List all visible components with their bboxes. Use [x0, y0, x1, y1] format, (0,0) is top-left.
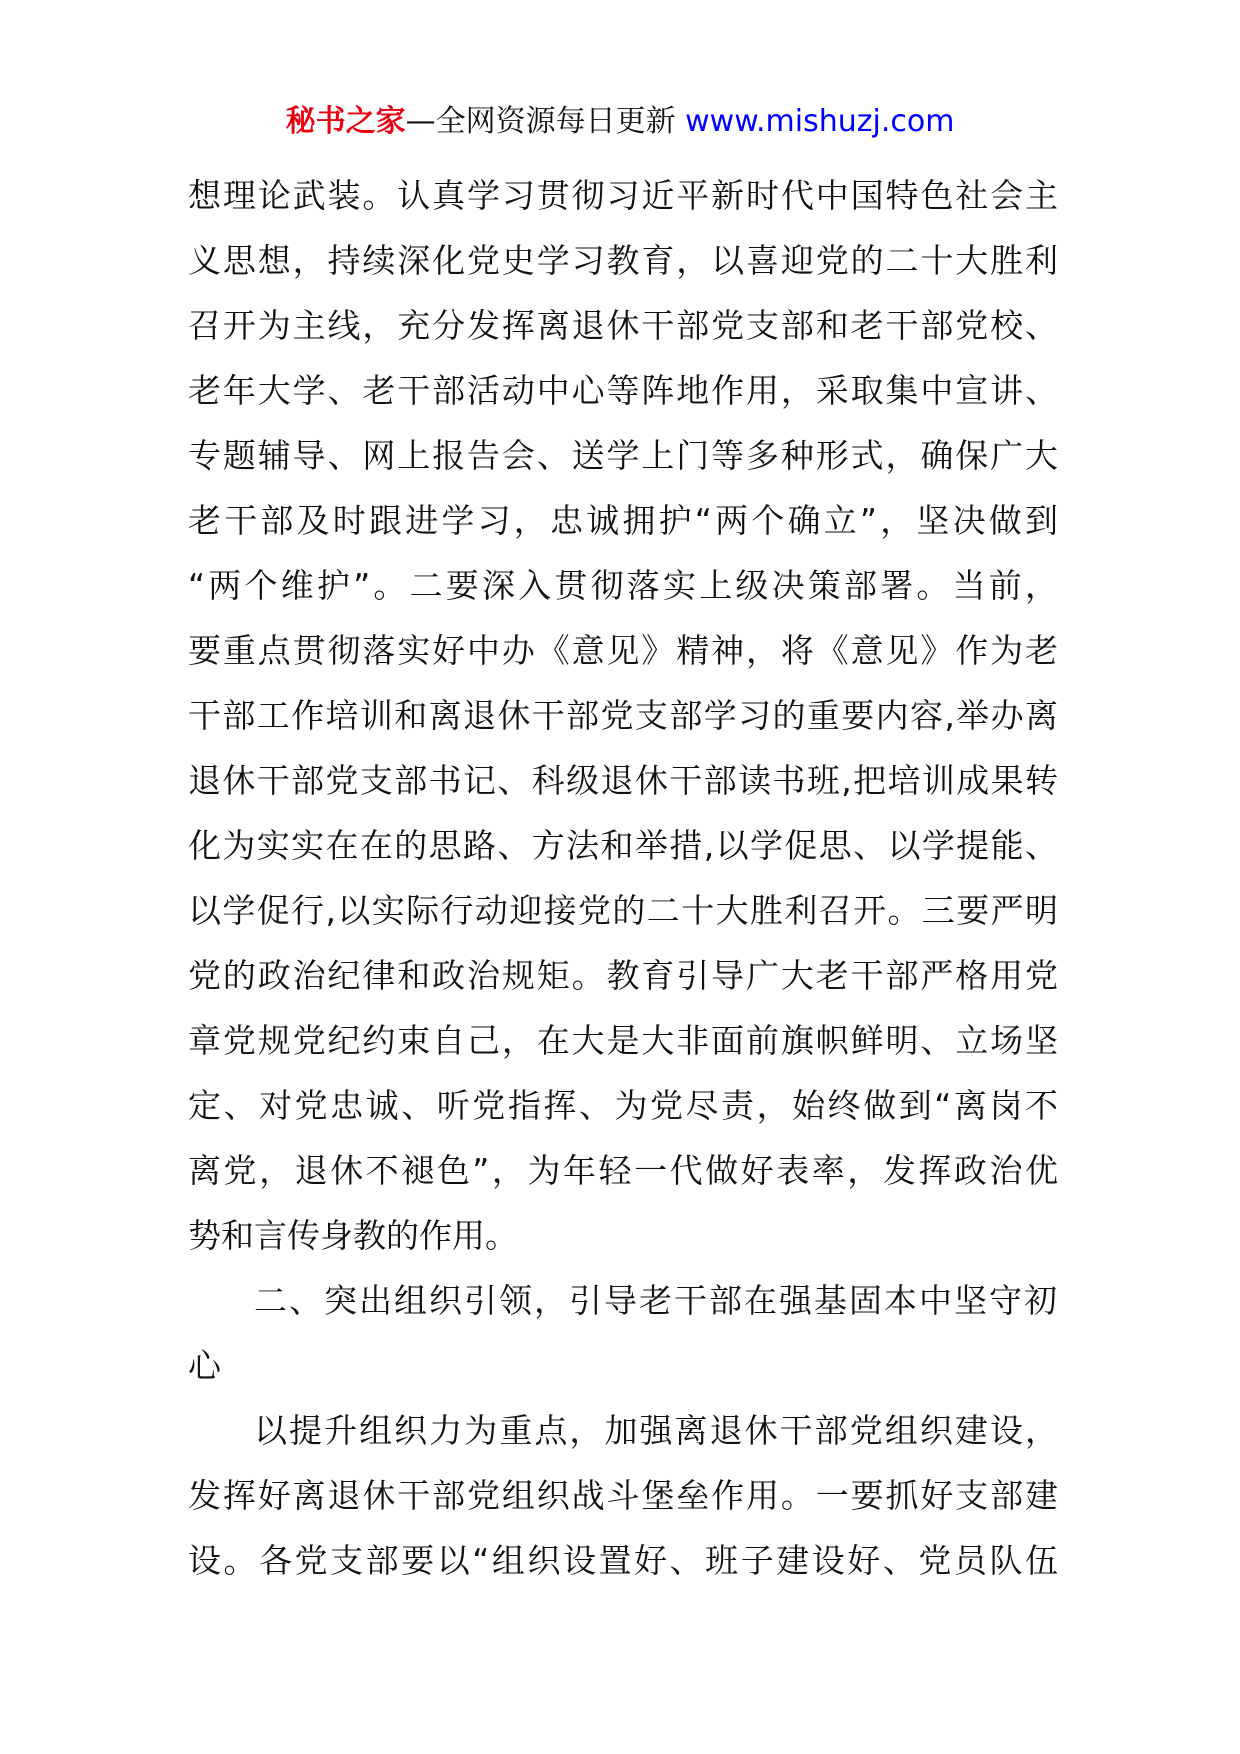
body-line: 要重点贯彻落实好中办《意见》精神，将《意见》作为老: [188, 631, 1058, 670]
header-tagline: —全网资源每日更新: [405, 104, 686, 139]
brand-name: 秘书之家: [285, 104, 406, 139]
body-line: 设。各党支部要以“组织设置好、班子建设好、党员队伍: [188, 1541, 1058, 1580]
watermark-header: [0, 100, 1240, 144]
paragraph-end-line: 势和言传身教的作用。: [188, 1216, 518, 1255]
body-line: 干部工作培训和离退休干部党支部学习的重要内容,举办离: [188, 696, 1058, 735]
body-line: 以学促行,以实际行动迎接党的二十大胜利召开。三要严明: [188, 891, 1058, 930]
body-line: 召开为主线，充分发挥离退休干部党支部和老干部党校、: [188, 306, 1058, 345]
body-line: 退休干部党支部书记、科级退休干部读书班,把培训成果转: [188, 761, 1058, 800]
section-heading-end: 心: [188, 1346, 221, 1385]
body-line: 想理论武装。认真学习贯彻习近平新时代中国特色社会主: [188, 176, 1058, 215]
body-line: 义思想，持续深化党史学习教育，以喜迎党的二十大胜利: [188, 241, 1058, 280]
body-line: 专题辅导、网上报告会、送学上门等多种形式，确保广大: [188, 436, 1058, 475]
document-body: [188, 163, 1058, 1593]
body-line: 老年大学、老干部活动中心等阵地作用，采取集中宣讲、: [188, 371, 1058, 410]
body-line: 定、对党忠诚、听党指挥、为党尽责，始终做到“离岗不: [188, 1086, 1058, 1125]
body-line: “两个维护”。二要深入贯彻落实上级决策部署。当前，: [188, 566, 1058, 605]
body-line: 党的政治纪律和政治规矩。教育引导广大老干部严格用党: [188, 956, 1058, 995]
body-line: 章党规党纪约束自己，在大是大非面前旗帜鲜明、立场坚: [188, 1021, 1058, 1060]
body-line: 化为实实在在的思路、方法和举措,以学促思、以学提能、: [188, 826, 1058, 865]
section-heading: 二、突出组织引领，引导老干部在强基固本中坚守初: [254, 1281, 1058, 1320]
body-line: 离党，退休不褪色”，为年轻一代做好表率，发挥政治优: [188, 1151, 1058, 1190]
body-line: 老干部及时跟进学习，忠诚拥护“两个确立”，坚决做到: [188, 501, 1058, 540]
body-line: 发挥好离退休干部党组织战斗堡垒作用。一要抓好支部建: [188, 1476, 1058, 1515]
paragraph-start-line: 以提升组织力为重点，加强离退休干部党组织建设，: [254, 1411, 1058, 1450]
site-url-link[interactable]: www.mishuzj.com: [685, 104, 955, 139]
